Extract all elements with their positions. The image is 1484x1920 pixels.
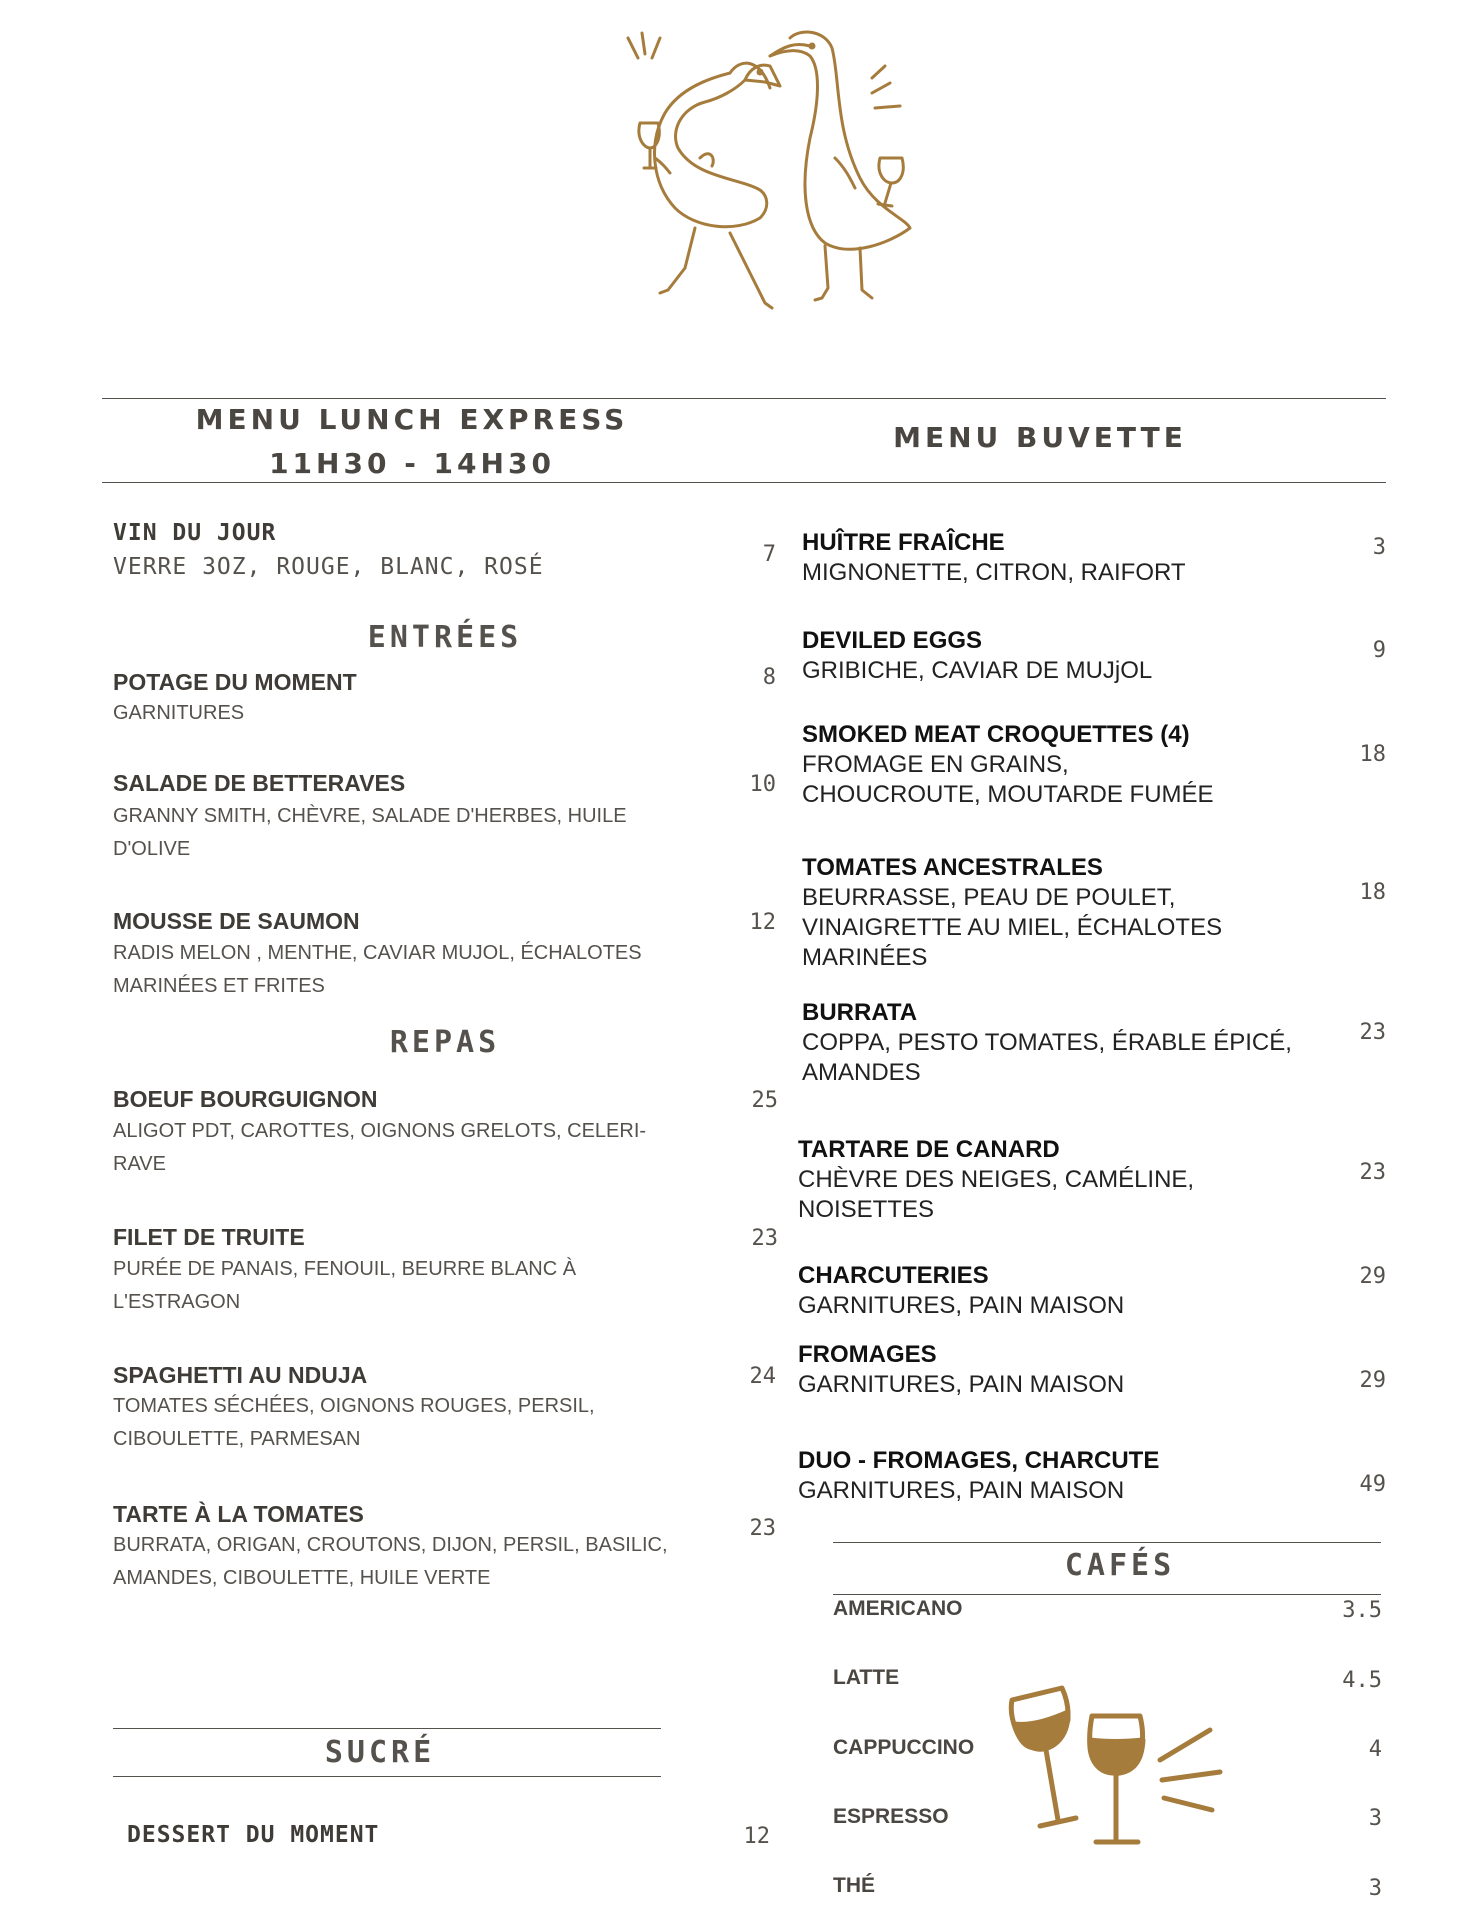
entree-name: POTAGE DU MOMENT xyxy=(113,669,357,695)
entree-desc: GRANNY SMITH, CHÈVRE, SALADE D'HERBES, HUILE D'OLIVE xyxy=(113,805,627,860)
cafes-bottom-rule xyxy=(833,1594,1381,1595)
entrees-heading: ENTRÉES xyxy=(367,620,523,655)
buvette-menu-title: MENU BUVETTE xyxy=(893,421,1187,454)
buvette-item-name: TARTARE DE CANARD xyxy=(798,1136,1060,1163)
cafe-price: 3.5 xyxy=(1342,1598,1382,1623)
repas-desc: TOMATES SÉCHÉES, OIGNONS ROUGES, PERSIL, CIBOULETTE, PARMESAN xyxy=(113,1395,595,1450)
lunch-hours: 11H30 - 14H30 xyxy=(269,447,555,480)
buvette-item-name: CHARCUTERIES xyxy=(798,1262,989,1289)
repas-price: 25 xyxy=(751,1088,778,1113)
entree-price: 10 xyxy=(749,772,776,797)
entree-name: MOUSSE DE SAUMON xyxy=(113,908,360,934)
lunch-menu-title xyxy=(152,398,672,486)
repas-desc: PURÉE DE PANAIS, FENOUIL, BEURRE BLANC À L'ESTRAGON xyxy=(113,1258,577,1313)
cafes-top-rule xyxy=(833,1542,1381,1543)
buvette-item-name: FROMAGES xyxy=(798,1341,937,1368)
repas-heading: REPAS xyxy=(389,1025,501,1060)
buvette-item-price: 23 xyxy=(1359,1020,1386,1045)
sucre-heading: SUCRÉ xyxy=(324,1735,436,1770)
buvette-item xyxy=(802,853,1342,973)
buvette-item-desc: GARNITURES, PAIN MAISON xyxy=(798,1292,1125,1319)
dancing-ducks-with-wine-icon xyxy=(600,18,940,318)
dessert-name: DESSERT DU MOMENT xyxy=(127,1822,380,1848)
entree-price: 8 xyxy=(762,665,776,690)
sucre-top-rule xyxy=(113,1728,661,1729)
entree-name: SALADE DE BETTERAVES xyxy=(113,770,406,796)
cafes-heading: CAFÉS xyxy=(1064,1548,1176,1583)
wine-name: VIN DU JOUR xyxy=(113,520,277,546)
repas-name: FILET DE TRUITE xyxy=(113,1224,305,1250)
buvette-item-name: BURRATA xyxy=(802,999,918,1026)
buvette-item-desc: GARNITURES, PAIN MAISON xyxy=(798,1371,1125,1398)
buvette-item-price: 29 xyxy=(1359,1264,1386,1289)
repas-price: 24 xyxy=(749,1364,776,1389)
buvette-item xyxy=(802,720,1242,810)
entree-desc: RADIS MELON , MENTHE, CAVIAR MUJOL, ÉCHALOTES MARINÉES ET FRITES xyxy=(113,942,642,997)
wine-price: 7 xyxy=(762,542,776,567)
cafe-price: 4 xyxy=(1368,1737,1382,1762)
buvette-item-desc: MIGNONETTE, CITRON, RAIFORT xyxy=(802,559,1186,586)
buvette-item xyxy=(802,528,1186,588)
buvette-item-desc: BEURRASSE, PEAU DE POULET, VINAIGRETTE AU MIEL, ÉCHALOTES MARINÉES xyxy=(802,884,1223,971)
entree-desc: GARNITURES xyxy=(113,702,245,724)
buvette-item-price: 9 xyxy=(1372,638,1386,663)
repas-desc: BURRATA, ORIGAN, CROUTONS, DIJON, PERSIL, BASILIC, AMANDES, CIBOULETTE, HUILE VERTE xyxy=(113,1534,668,1589)
wine-glasses-cheers-icon xyxy=(1000,1680,1230,1860)
repas-price: 23 xyxy=(751,1226,778,1251)
cafe-name: ESPRESSO xyxy=(833,1805,949,1828)
buvette-item-desc: GRIBICHE, CAVIAR DE MUJjOL xyxy=(802,657,1153,684)
buvette-item-price: 49 xyxy=(1359,1472,1386,1497)
cafe-name: LATTE xyxy=(833,1666,900,1689)
buvette-item-name: DEVILED EGGS xyxy=(802,627,983,654)
buvette-item-name: SMOKED MEAT CROQUETTES (4) xyxy=(802,721,1190,748)
repas-name: BOEUF BOURGUIGNON xyxy=(113,1086,378,1112)
cafe-price: 4.5 xyxy=(1342,1668,1382,1693)
buvette-item xyxy=(798,1340,1124,1400)
buvette-item-name: HUÎTRE FRAÎCHE xyxy=(802,529,1005,556)
cafe-name: THÉ xyxy=(833,1874,875,1897)
buvette-item-name: DUO - FROMAGES, CHARCUTE xyxy=(798,1447,1160,1474)
buvette-item-price: 23 xyxy=(1359,1160,1386,1185)
buvette-item-name: TOMATES ANCESTRALES xyxy=(802,854,1103,881)
buvette-item-desc: FROMAGE EN GRAINS, CHOUCROUTE, MOUTARDE FUMÉE xyxy=(802,751,1214,808)
entree-price: 12 xyxy=(749,910,776,935)
buvette-item xyxy=(802,626,1152,686)
buvette-item-price: 3 xyxy=(1372,535,1386,560)
buvette-item-desc: CHÈVRE DES NEIGES, CAMÉLINE, NOISETTES xyxy=(798,1166,1195,1223)
cafe-name: AMERICANO xyxy=(833,1597,963,1620)
repas-name: TARTE À LA TOMATES xyxy=(113,1501,364,1527)
repas-name: SPAGHETTI AU NDUJA xyxy=(113,1362,368,1388)
sucre-bottom-rule xyxy=(113,1776,661,1777)
buvette-item xyxy=(802,998,1302,1088)
repas-desc: ALIGOT PDT, CAROTTES, OIGNONS GRELOTS, CELERI-RAVE xyxy=(113,1120,647,1175)
repas-price: 23 xyxy=(749,1516,776,1541)
buvette-item-desc: COPPA, PESTO TOMATES, ÉRABLE ÉPICÉ, AMANDES xyxy=(802,1029,1292,1086)
buvette-item xyxy=(798,1446,1159,1506)
dessert-price: 12 xyxy=(743,1824,770,1849)
buvette-item-desc: GARNITURES, PAIN MAISON xyxy=(798,1477,1125,1504)
buvette-item xyxy=(798,1135,1218,1225)
cafe-price: 3 xyxy=(1368,1876,1382,1901)
cafe-price: 3 xyxy=(1368,1806,1382,1831)
wine-desc: VERRE 3OZ, ROUGE, BLANC, ROSÉ xyxy=(113,554,544,580)
buvette-item xyxy=(798,1261,1124,1321)
lunch-title: MENU LUNCH EXPRESS xyxy=(195,403,629,436)
buvette-item-price: 18 xyxy=(1359,742,1386,767)
buvette-item-price: 29 xyxy=(1359,1368,1386,1393)
buvette-item-price: 18 xyxy=(1359,880,1386,905)
cafe-name: CAPPUCCINO xyxy=(833,1736,975,1759)
